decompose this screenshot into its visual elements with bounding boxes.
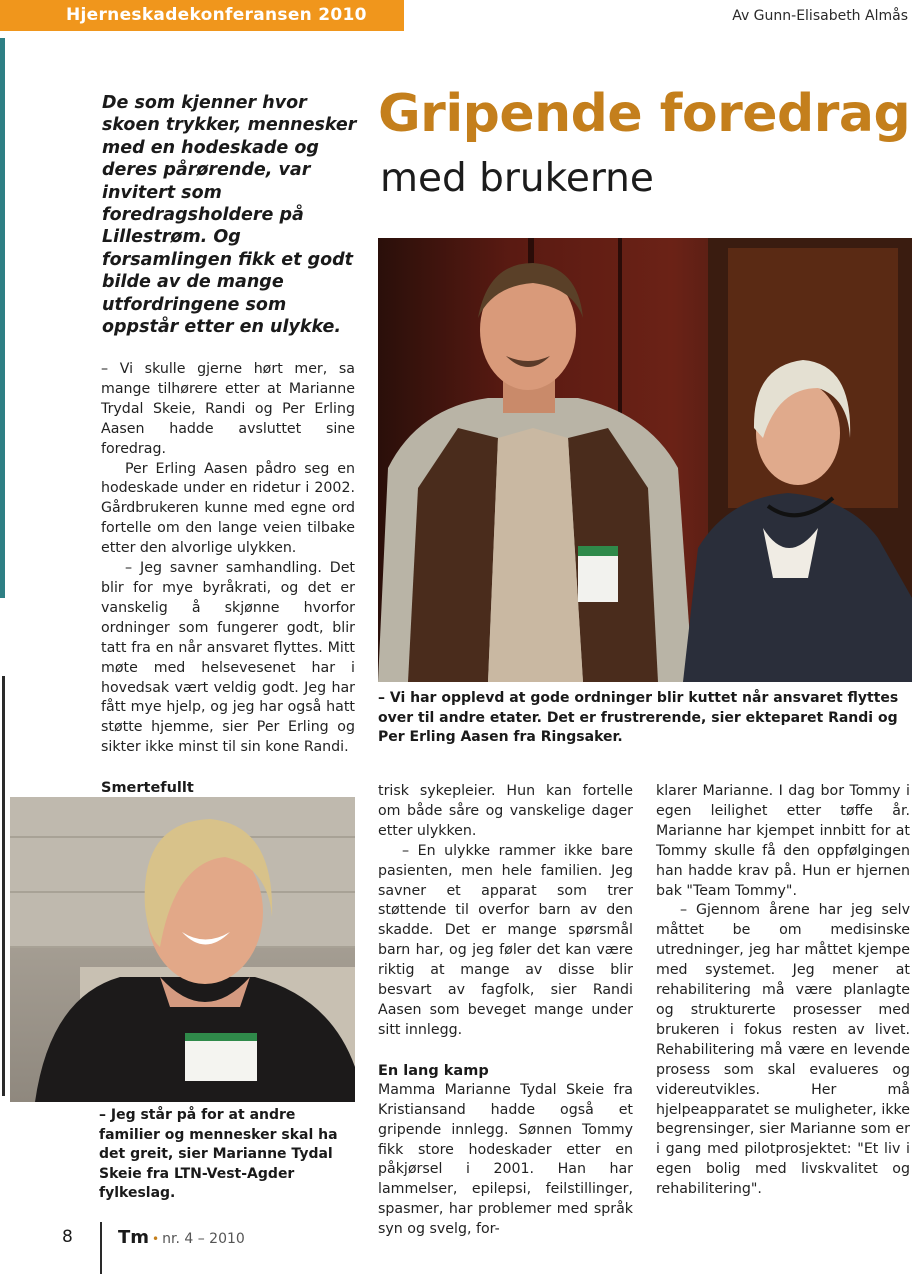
paragraph: klarer Marianne. I dag bor Tommy i egen leilighet etter tøffe år. Marianne har kjempet innbitt for at Tommy skulle få den oppfølgingen han hadde krav på. Hun er hjernen bak "Team Tommy".: [656, 783, 910, 899]
photo-marianne: [10, 797, 355, 1102]
article-subtitle: med brukerne: [380, 156, 654, 201]
subheading: Smertefullt: [101, 780, 194, 797]
bullet-icon: •: [152, 1232, 160, 1246]
paragraph: Mamma Marianne Tydal Skeie fra Kristiansand hadde også et gripende innlegg. Sønnen Tommy fikk store hodeskader etter en påkjørsel i 2001. Han har lammelser, epilepsi, feilstillinger, spasmer, har problemer med språk syn og svelg, for-: [378, 1081, 633, 1238]
photo-couple-illustration: [378, 238, 912, 682]
article-intro: De som kjenner hvor skoen trykker, mennesker med en hodeskade og deres pårørende, var invitert som foredragsholdere på Lillestrøm. Og forsamlingen fikk et godt bilde av de mange utfordringene som oppstår etter en ulykke.: [102, 93, 357, 338]
section-tag: Hjerneskadekonferansen 2010: [0, 0, 404, 31]
photo-marianne-caption: – Jeg står på for at andre familier og mennesker skal ha det greit, sier Marianne Tydal Skeie fra LTN-Vest-Agder fylkeslag.: [99, 1107, 338, 1201]
article-column-2: [378, 782, 633, 1240]
photo-marianne-illustration: [10, 797, 355, 1102]
paragraph: – Gjennom årene har jeg selv måttet be om medisinske utredninger, jeg har måttet kjempe med systemet. Jeg mener at rehabilitering må være planlagte og strukturerte prosesser med brukeren i fokus resten av livet. Rehabilitering må være en levende prosess som skal evalueres og videreutvikles. Her må hjelpeapparatet se muligheter, ikke begrensinger, sier Marianne som er i gang med pilotprosjektet: "Et liv i egen bolig med livskvalitet og rehabilitering".: [656, 902, 910, 1198]
paragraph: – En ulykke rammer ikke bare pasienten, men hele familien. Jeg savner et apparat som trer støttende til overfor barn av den skadde. Det er mange spørsmål barn har, og jeg føler det kan være riktig at mange av disse blir besvart av fagfolk, sier Randi Aasen som beveget mange under sitt innlegg.: [378, 842, 633, 1038]
photo-couple-caption: – Vi har opplevd at gode ordninger blir kuttet når ansvaret flyttes over til andre etater. Det er frustrerende, sier ekteparet Randi og Per Erling Aasen fra Ringsaker.: [378, 690, 899, 745]
paragraph: – Vi skulle gjerne hørt mer, sa mange tilhørere etter at Marianne Trydal Skeie, Randi og Per Erling Aasen hadde avsluttet sine foredrag.: [101, 361, 355, 457]
author-byline: Av Gunn-Elisabeth Almås: [732, 8, 908, 24]
photo-couple: [378, 238, 912, 682]
subheading: En lang kamp: [378, 1062, 489, 1079]
article-column-1: [101, 360, 355, 818]
paragraph: Per Erling Aasen pådro seg en hodeskade under en ridetur i 2002. Gårdbrukeren kunne med egne ord fortelle om den lange veien tilbake etter den alvorlige ulykken.: [101, 460, 355, 557]
paragraph: – Jeg savner samhandling. Det blir for mye byråkrati, og det er vanskelig å skjønne hvorfor ordninger som fungerer godt, blir tatt fra en når ansvaret flyttes. Mitt møte med helsevesenet har i hovedsak vært veldig godt. Jeg har fått mye hjelp, og jeg har også hatt støtte hjemme, sier Per Erling og sikter ikke minst til sin kone Randi.: [101, 560, 355, 756]
article-column-3: [656, 782, 910, 1200]
article-title: Gripende foredrag: [378, 84, 911, 144]
magazine-logo: Tm: [118, 1227, 150, 1248]
paragraph: trisk sykepleier. Hun kan fortelle om både såre og vanskelige dager etter ulykken.: [378, 783, 633, 839]
page-number: 8: [62, 1227, 73, 1247]
issue-info: nr. 4 – 2010: [162, 1231, 245, 1247]
footer-masthead: [118, 1227, 245, 1248]
side-color-bar: [0, 38, 5, 598]
side-rule: [2, 676, 5, 1096]
footer-divider: [100, 1222, 102, 1274]
